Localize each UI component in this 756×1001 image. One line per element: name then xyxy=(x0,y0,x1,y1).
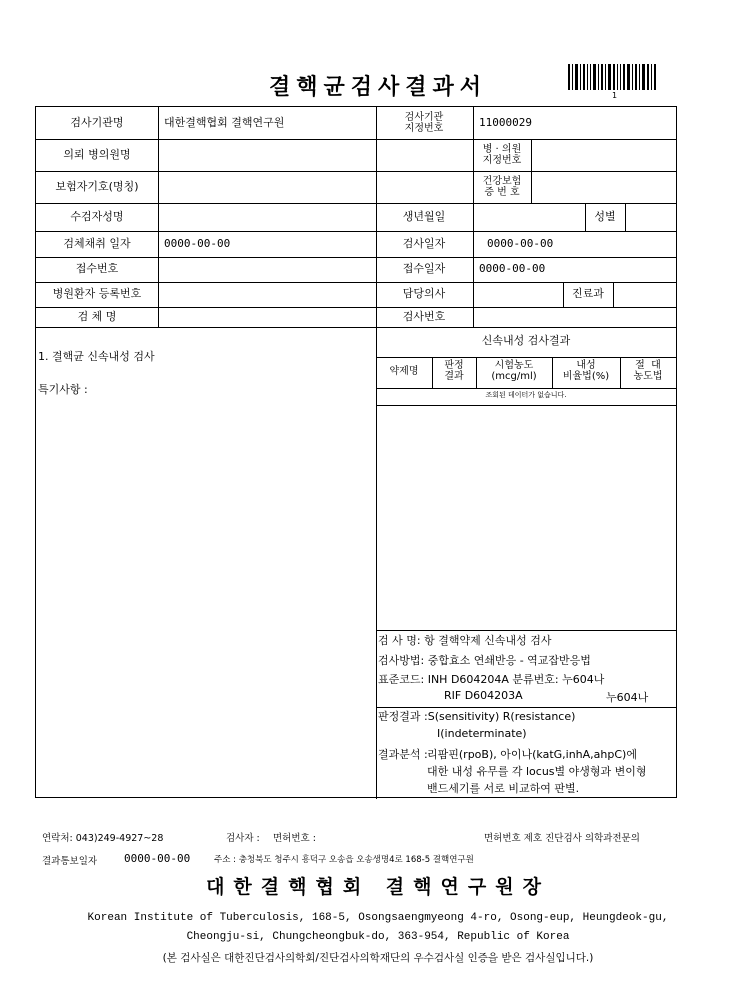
sex-label: 성별 xyxy=(594,209,616,223)
result-header-proportion: 내성 비율법(%) xyxy=(562,360,610,382)
judgement-line-2: I(indeterminate) xyxy=(437,727,527,740)
analysis-line-3: 밴드세기를 서로 비교하여 판별. xyxy=(427,782,580,795)
signature-title: 대한결핵협회 결핵연구원장 xyxy=(206,876,550,898)
registration-number-label: 병원환자 등록번호 xyxy=(52,287,142,301)
receipt-date-label: 접수일자 xyxy=(402,262,446,276)
report-date-value: 0000-00-00 xyxy=(124,852,191,865)
barcode-image xyxy=(568,64,664,90)
health-number-label: 건강보험 증 번 호 xyxy=(482,175,522,198)
certification-note: (본 검사실은 대한진단검사의학회/진단검사의학재단의 우수검사실 인증을 받은 검사실입니다.) xyxy=(162,952,594,964)
english-address-line-2: Cheongju-si, Chungcheongbuk-do, 363-954, Republic of Korea xyxy=(186,931,570,943)
hospital-label: 의뢰 병의원명 xyxy=(63,147,131,161)
receipt-date-value: 0000-00-00 xyxy=(479,262,546,276)
license-label: 면허번호 : xyxy=(273,833,316,844)
hospital-number-label: 병 · 의원 지정번호 xyxy=(482,143,522,166)
birth-date-label: 생년월일 xyxy=(402,209,446,223)
address: 주소 : 충청북도 청주시 흥덕구 오송읍 오송생명4로 168-5 결핵연구원 xyxy=(214,855,474,865)
result-header-absolute: 절 대 농도법 xyxy=(633,360,663,382)
contact-info: 연락처: 043)249-4927~28 xyxy=(42,833,164,844)
test-method: 검사방법: 중합효소 연쇄반응 - 역교잡반응법 xyxy=(378,654,591,667)
test-number-label: 검사번호 xyxy=(402,309,446,323)
agency-number-value: 11000029 xyxy=(479,115,532,129)
license-note: 면허번호 제호 진단검사 의학과전문의 xyxy=(484,833,640,844)
test-date-label: 검사일자 xyxy=(402,236,446,250)
result-header-judgement: 판정 결과 xyxy=(444,360,464,382)
result-table-title: 신속내성 검사결과 xyxy=(481,334,571,348)
insurance-label: 보험자기호(명칭) xyxy=(55,179,139,193)
analysis-line-1: 리팜핀(rpoB), 아이나(katG,inhA,ahpC)에 xyxy=(427,748,637,761)
remarks-label: 특기사항 : xyxy=(38,383,88,396)
result-header-drug: 약제명 xyxy=(389,365,419,377)
standard-code-1: 표준코드: INH D604204A 분류번호: 누604나 xyxy=(378,673,605,686)
inspector-label: 검사자 : xyxy=(226,833,260,844)
judgement-line-1: 판정결과 :S(sensitivity) R(resistance) xyxy=(378,710,576,723)
no-data-message: 조회된 데이터가 없습니다. xyxy=(485,391,567,400)
test-date-value: 0000-00-00 xyxy=(487,236,554,250)
test-item-1: 1. 결핵균 신속내성 검사 xyxy=(38,350,155,363)
classification-code-2: 누604나 xyxy=(606,691,649,704)
receipt-number-label: 접수번호 xyxy=(75,262,119,276)
doctor-label: 담당의사 xyxy=(402,287,446,301)
analysis-label: 결과분석 : xyxy=(378,748,428,761)
result-header-concentration: 시험농도 (mcg/ml) xyxy=(491,360,537,382)
collection-date-label: 검체채취 일자 xyxy=(63,236,131,250)
english-address-line-1: Korean Institute of Tuberculosis, 168-5, Osongsaengmyeong 4-ro, Osong-eup, Heungdeok-gu, xyxy=(87,912,669,924)
patient-name-label: 수검자성명 xyxy=(70,209,124,223)
agency-number-label: 검사기관 지정번호 xyxy=(404,111,444,134)
specimen-label: 검 체 명 xyxy=(77,309,117,323)
collection-date-value: 0000-00-00 xyxy=(164,236,231,250)
department-label: 진료과 xyxy=(572,287,604,301)
barcode-number: 1 xyxy=(612,91,618,100)
analysis-line-2: 대한 내성 유무를 각 locus별 야생형과 변이형 xyxy=(427,765,647,778)
page-title: 결핵균검사결과서 xyxy=(268,74,488,100)
agency-name-value: 대한결핵협회 결핵연구원 xyxy=(164,115,285,129)
agency-name-label: 검사기관명 xyxy=(70,115,124,129)
standard-code-2: RIF D604203A xyxy=(444,689,523,702)
report-date-label: 결과통보일자 xyxy=(42,856,98,867)
test-name: 검 사 명: 항 결핵약제 신속내성 검사 xyxy=(378,634,552,647)
